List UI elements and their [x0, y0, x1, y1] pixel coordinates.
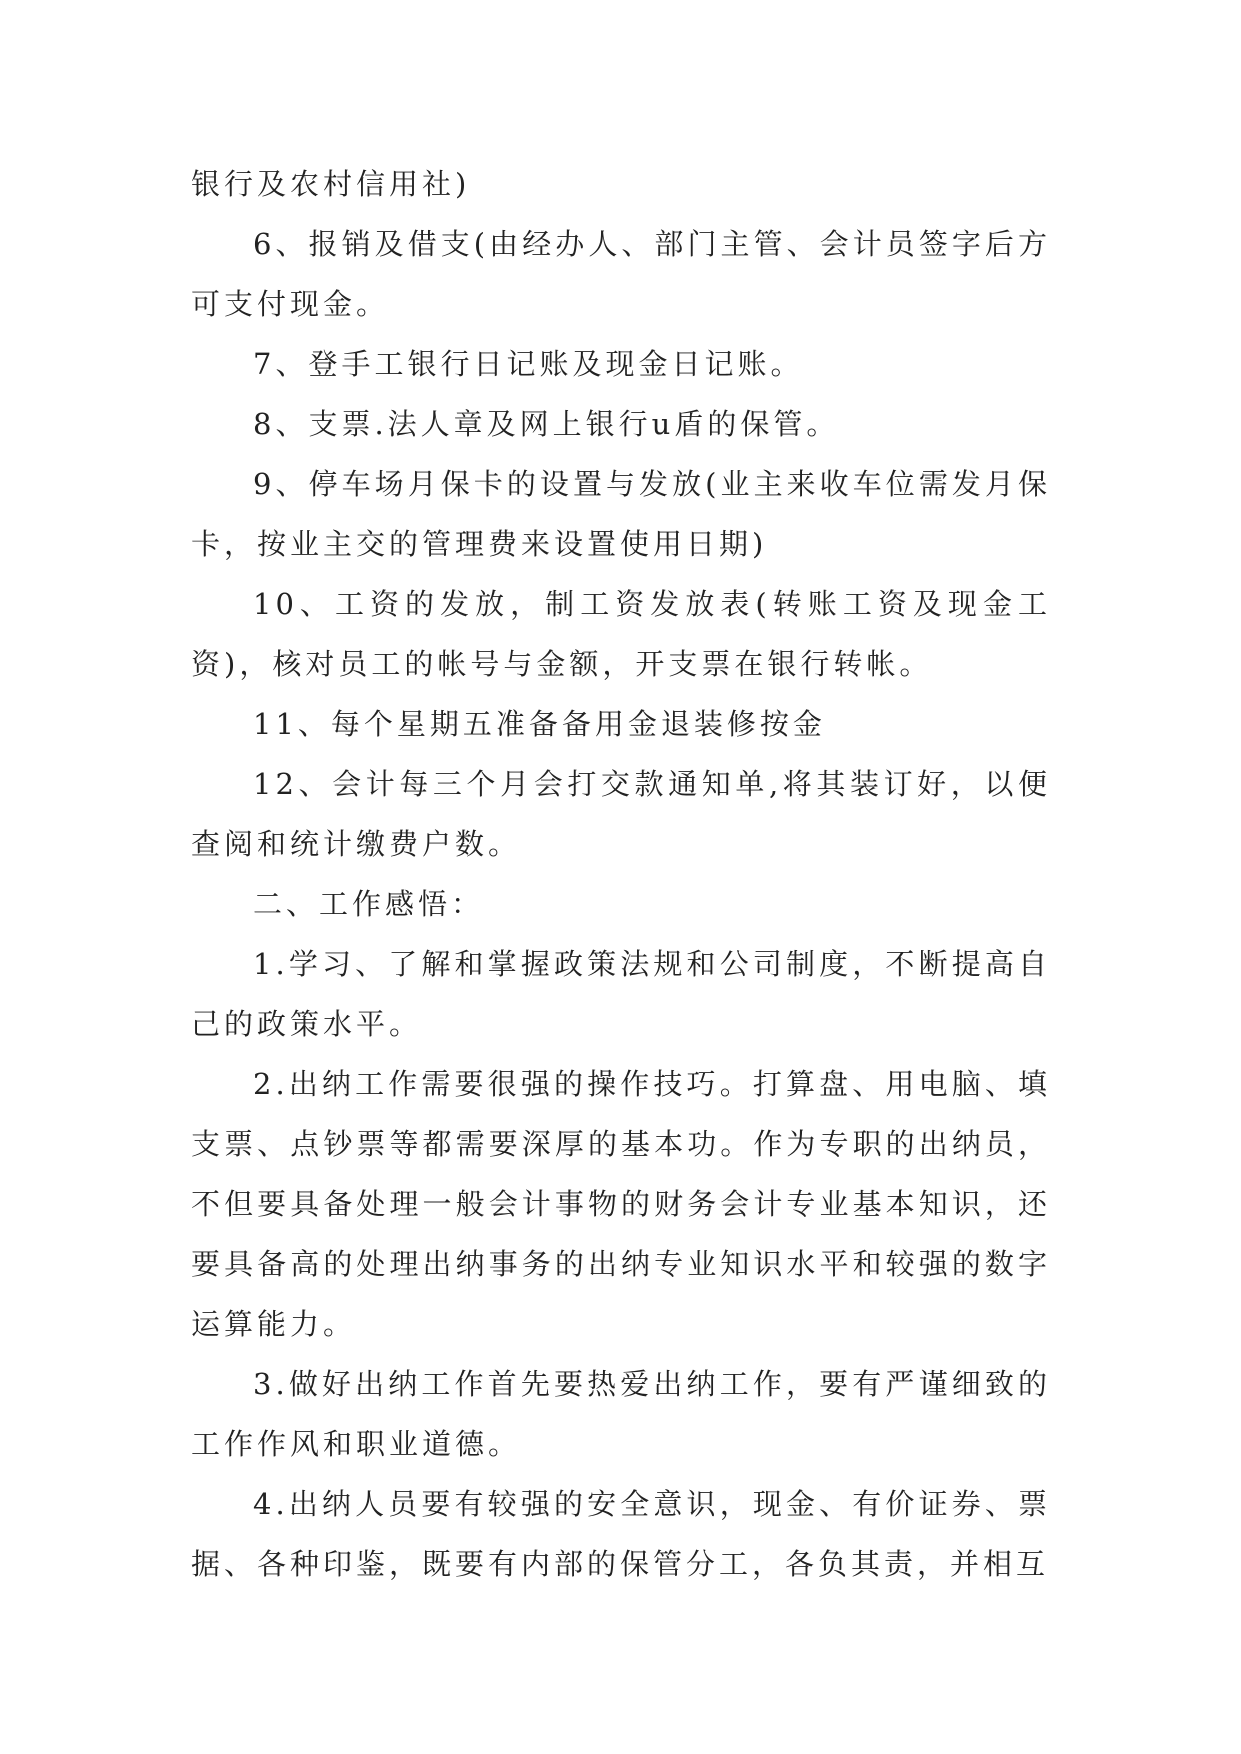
paragraph-item-7: 7、登手工银行日记账及现金日记账。	[253, 347, 804, 381]
section-heading: 二、工作感悟：	[253, 887, 485, 921]
paragraph-insight-2: 2.出纳工作需要很强的操作技巧。打算盘、用电脑、填支票、点钞票等都需要深厚的基本功。作为专职的出纳员，不但要具备处理一般会计事物的财务会计专业基本知识，还要具备高的处理出纳事务的出纳专业知识水平和较强的数字运算能力。	[191, 1067, 1051, 1341]
paragraph-insight-1: 1.学习、了解和掌握政策法规和公司制度，不断提高自己的政策水平。	[191, 947, 1051, 1041]
paragraph-item-8: 8、支票.法人章及网上银行u盾的保管。	[253, 407, 840, 441]
paragraph-insight-4: 4.出纳人员要有较强的安全意识，现金、有价证券、票据、各种印鉴，既要有内部的保管分工，各负其责，并相互	[191, 1487, 1051, 1581]
paragraph-continuation: 银行及农村信用社)	[191, 167, 471, 201]
document-body	[191, 154, 1051, 1594]
paragraph-insight-3: 3.做好出纳工作首先要热爱出纳工作，要有严谨细致的工作作风和职业道德。	[191, 1367, 1051, 1461]
paragraph-item-9: 9、停车场月保卡的设置与发放(业主来收车位需发月保卡，按业主交的管理费来设置使用日期)	[191, 467, 1051, 561]
paragraph-item-6: 6、报销及借支(由经办人、部门主管、会计员签字后方可支付现金。	[191, 227, 1051, 321]
paragraph-item-12: 12、会计每三个月会打交款通知单,将其装订好，以便查阅和统计缴费户数。	[191, 767, 1051, 861]
paragraph-item-10: 10、工资的发放，制工资发放表(转账工资及现金工资)，核对员工的帐号与金额，开支票在银行转帐。	[191, 587, 1051, 681]
paragraph-item-11: 11、每个星期五准备备用金退装修按金	[253, 707, 826, 741]
